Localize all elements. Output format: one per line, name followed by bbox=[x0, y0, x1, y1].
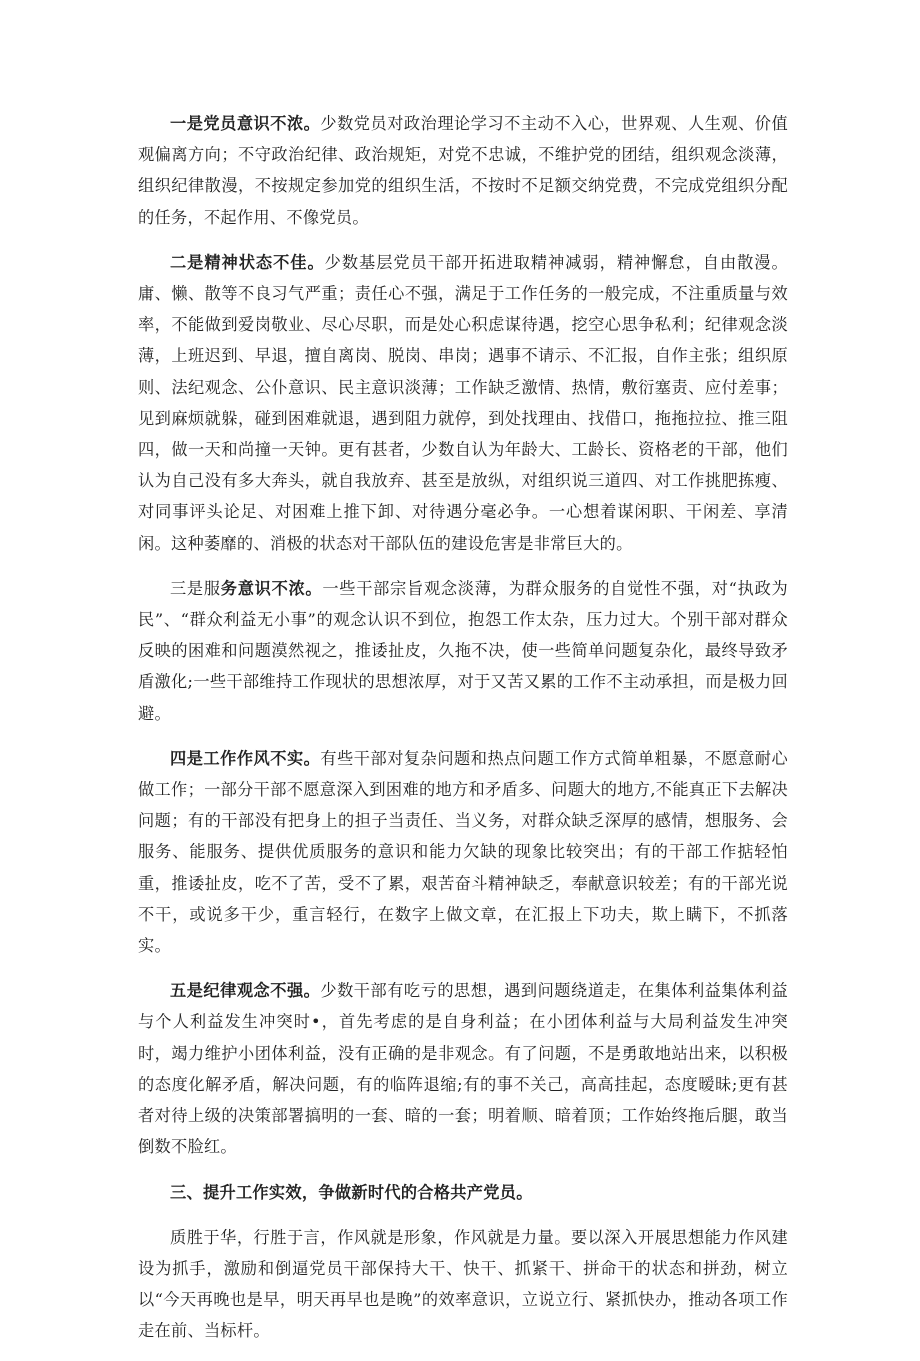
paragraph-work-style bbox=[138, 743, 788, 961]
document-page bbox=[138, 108, 788, 1361]
paragraph-body: 少数党员对政治理论学习不主动不入心，世界观、人生观、价值观偏离方向；不守政治纪律、政治规矩，对党不忠诚，不维护党的团结，组织观念淡薄，组织纪律散漫，不按规定参加党的组织生活，不按时不足额交纳党费，不完成党组织分配的任务，不起作用、不像党员。 bbox=[138, 114, 788, 227]
paragraph-body: 少数基层党员干部开拓进取精神减弱，精神懈怠，自由散漫。庸、懒、散等不良习气严重；责任心不强，满足于工作任务的一般完成，不注重质量与效率，不能做到爱岗敬业、尽心尽职，而是处心积虑谋待遇，挖空心思争私利；纪律观念淡薄，上班迟到、早退，擅自离岗、脱岗、串岗；遇事不请示、不汇报，自作主张；组织原则、法纪观念、公仆意识、民主意识淡薄；工作缺乏激情、热情，敷衍塞责、应付差事；见到麻烦就躲，碰到困难就退，遇到阻力就停，到处找理由、找借口，拖拖拉拉、推三阻四，做一天和尚撞一天钟。更有甚者，少数自认为年龄大、工龄长、资格老的干部，他们认为自己没有多大奔头，就自我放弃、甚至是放纵，对组织说三道四、对工作挑肥拣瘦、对同事评头论足、对困难上推下卸、对待遇分毫必争。一心想着谋闲职、干闲差、享清闲。这种萎靡的、消极的状态对干部队伍的建设危害是非常巨大的。 bbox=[138, 252, 788, 553]
paragraph-body: 少数干部有吃亏的思想，遇到问题绕道走，在集体利益集体利益与个人利益发生冲突时•，首先考虑的是自身利益；在小团体利益与大局利益发生冲突时，竭力维护小团体利益，没有正确的是非观念。有了问题，不是勇敢地站出来，以积极的态度化解矛盾，解决问题，有的临阵退缩;有的事不关己，高高挂起，态度暧昧;更有甚者对待上级的决策部署搞明的一套、暗的一套；明着顺、暗着顶；工作始终拖后腿，敢当倒数不脸红。 bbox=[138, 981, 788, 1157]
paragraph-body: 一些干部宗旨观念淡薄，为群众服务的自觉性不强，对“执政为民”、“群众利益无小事”的观念认识不到位，抱怨工作太杂，压力过大。个别干部对群众反映的困难和问题漠然视之，推诿扯皮，久拖不决，使一些简单问题复杂化，最终导致矛盾激化;一些干部维持工作现状的思想浓厚，对于又苦又累的工作不主动承担，而是极力回避。 bbox=[138, 578, 788, 723]
paragraph-lead: 二是精神状态不佳。 bbox=[170, 252, 325, 272]
section-heading: 三、提升工作实效，争做新时代的合格共产党员。 bbox=[170, 1182, 533, 1202]
paragraph-lead: 一是党员意识不浓。 bbox=[170, 114, 321, 133]
paragraph-lead: 务意识不浓。 bbox=[220, 578, 323, 598]
paragraph-closing bbox=[138, 1222, 788, 1347]
paragraph-lead: 四是工作作风不实。 bbox=[170, 748, 321, 768]
paragraph-body: 有些干部对复杂问题和热点问题工作方式简单粗暴，不愿意耐心做工作；一部分干部不愿意深入到困难的地方和矛盾多、问题大的地方,不能真正下去解决问题；有的干部没有把身上的担子当责任、当义务，对群众缺乏深厚的感情，想服务、会服务、能服务、提供优质服务的意识和能力欠缺的现象比较突出；有的干部工作掂轻怕重，推诿扯皮，吃不了苦，受不了累，艰苦奋斗精神缺乏，奉献意识较差；有的干部光说不干，或说多干少，重言轻行，在数字上做文章，在汇报上下功夫，欺上瞒下，不抓落实。 bbox=[138, 748, 788, 956]
paragraph-lead-plain: 三是服 bbox=[170, 578, 221, 598]
paragraph-spirit-state bbox=[138, 247, 788, 559]
paragraph-lead: 五是纪律观念不强。 bbox=[170, 981, 321, 1001]
paragraph-body: 质胜于华，行胜于言，作风就是形象，作风就是力量。要以深入开展思想能力作风建设为抓手，激励和倒逼党员干部保持大干、快干、抓紧干、拼命干的状态和拼劲，树立以“今天再晚也是早，明天再早也是晚”的效率意识，立说立行、紧抓快办，推动各项工作走在前、当标杆。 bbox=[138, 1227, 788, 1341]
paragraph-party-awareness bbox=[138, 108, 788, 233]
paragraph-service-awareness bbox=[138, 573, 788, 729]
paragraph-discipline bbox=[138, 975, 788, 1162]
